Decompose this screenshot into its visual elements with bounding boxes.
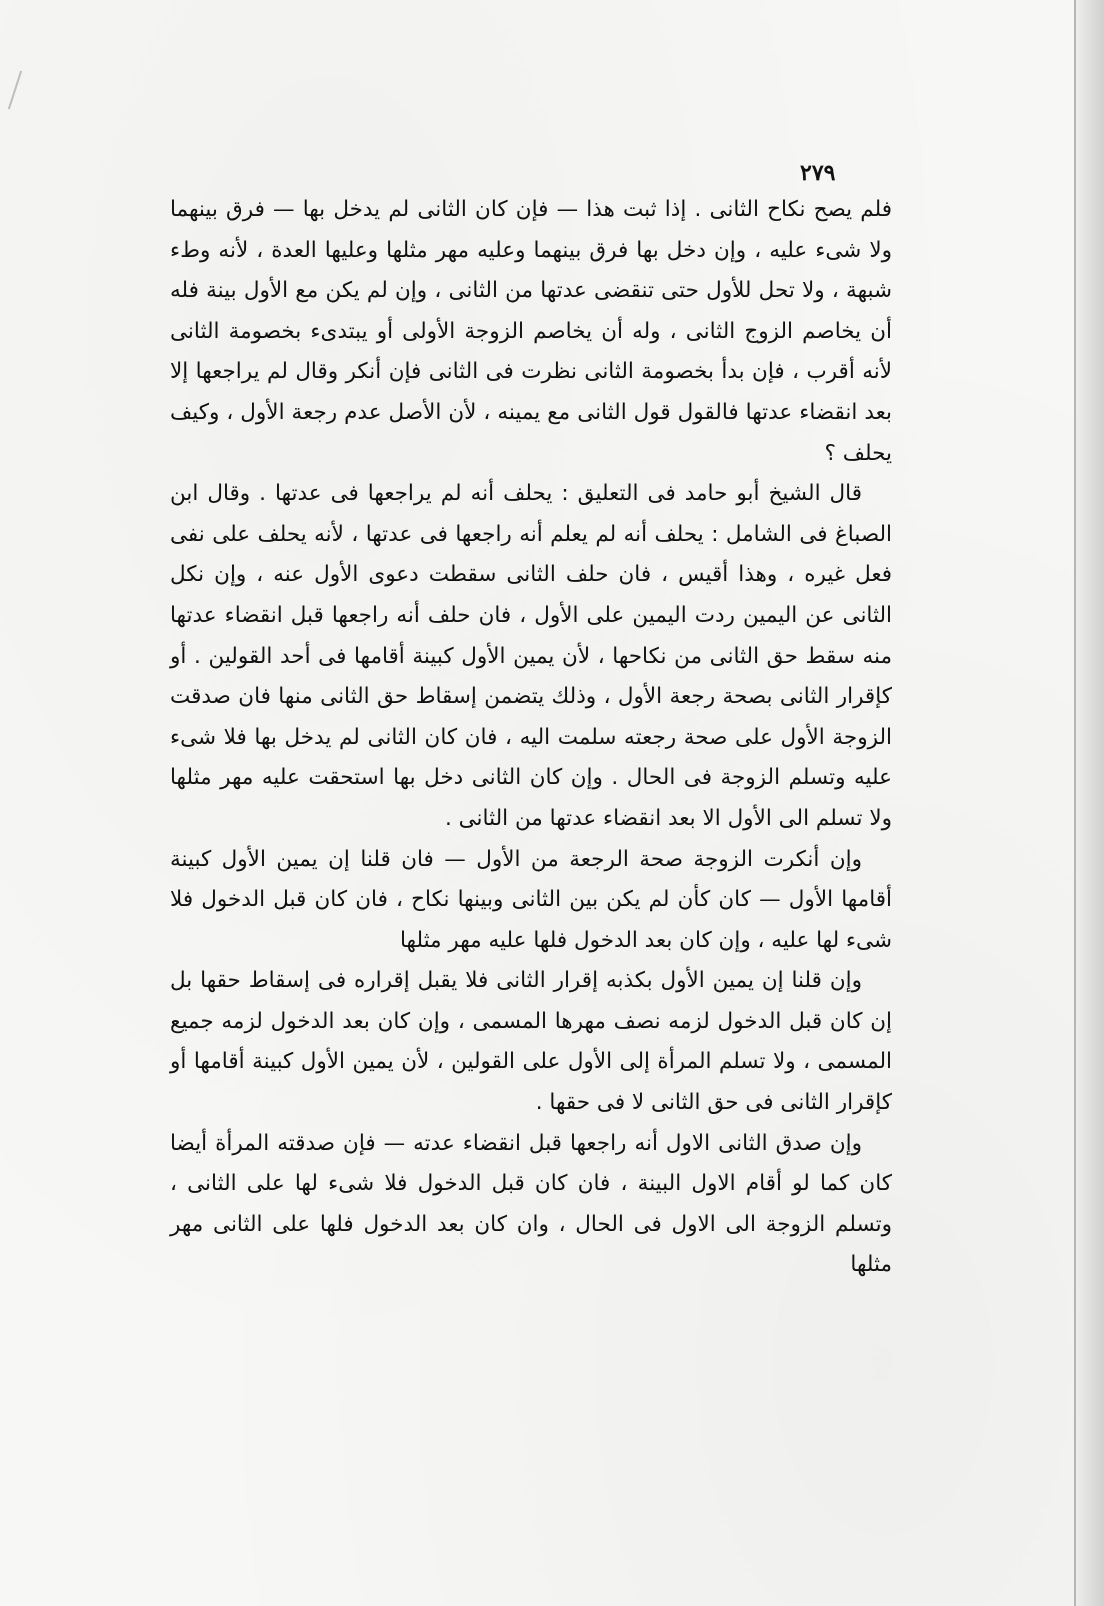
body-text — [170, 190, 892, 1286]
paragraph-3: وإن أنكرت الزوجة صحة الرجعة من الأول — فان قلنا إن يمين الأول كبينة أقامها الأول — كان كأن لم يكن بين الثانى وبينها نكاح ، فان كان قبل الدخول فلا شىء لها عليه ، وإن كان بعد الدخول فلها عليه مهر مثلها — [170, 846, 892, 953]
page-number: ٢٧٩ — [800, 160, 836, 186]
page-edge-shadow — [1074, 0, 1104, 1606]
paragraph-4: وإن قلنا إن يمين الأول بكذبه إقرار الثانى فلا يقبل إقراره فى إسقاط حقها بل إن كان قبل الدخول لزمه نصف مهرها المسمى ، وإن كان بعد الدخول لزمه جميع المسمى ، ولا تسلم المرأة إلى الأول على القولين ، لأن يمين الأول كبينة أقامها أو كإقرار الثانى فى حق الثانى لا فى حقها . — [170, 968, 892, 1116]
paragraph-2: قال الشيخ أبو حامد فى التعليق : يحلف أنه لم يراجعها فى عدتها . وقال ابن الصباغ فى الشامل : يحلف أنه لم يعلم أنه راجعها فى عدتها ، لأنه يحلف على نفى فعل غيره ، وهذا أقيس ، فان حلف الثانى سقطت دعوى الأول عنه ، وإن نكل الثانى عن اليمين ردت اليمين على الأول ، فان حلف أنه راجعها قبل انقضاء عدتها منه سقط حق الثانى من نكاحها ، لأن يمين الأول كبينة أقامها فى أحد القولين . أو كإقرار الثانى بصحة رجعة الأول ، وذلك يتضمن إسقاط حق الثانى منها فان صدقت الزوجة الأول على صحة رجعته سلمت اليه ، فان كان الثانى لم يدخل بها فلا شىء عليه وتسلم الزوجة فى الحال . وإن كان الثانى دخل بها استحقت عليه مهر مثلها ولا تسلم الى الأول الا بعد انقضاء عدتها من الثانى . — [170, 481, 892, 831]
paragraph-5: وإن صدق الثانى الاول أنه راجعها قبل انقضاء عدته — فإن صدقته المرأة أيضا كان كما لو أقام الاول البينة ، فان كان قبل الدخول فلا شىء لها على الثانى ، وتسلم الزوجة الى الاول فى الحال ، وان كان بعد الدخول فلها على الثانى مهر مثلها — [170, 1130, 892, 1278]
paragraph-1: فلم يصح نكاح الثانى . إذا ثبت هذا — فإن كان الثانى لم يدخل بها — فرق بينهما ولا شىء عليه ، وإن دخل بها فرق بينهما وعليه مهر مثلها وعليها العدة ، لأنه وطء شبهة ، ولا تحل للأول حتى تنقضى عدتها من الثانى ، وإن لم يكن مع الأول بينة فله أن يخاصم الزوج الثانى ، وله أن يخاصم الزوجة الأولى أو يبتدىء بخصومة الثانى لأنه أقرب ، فإن بدأ بخصومة الثانى نظرت فى الثانى فإن أنكر وقال لم يراجعها إلا بعد انقضاء عدتها فالقول قول الثانى مع يمينه ، لأن الأصل عدم رجعة الأول ، وكيف يحلف ؟ — [170, 197, 892, 466]
